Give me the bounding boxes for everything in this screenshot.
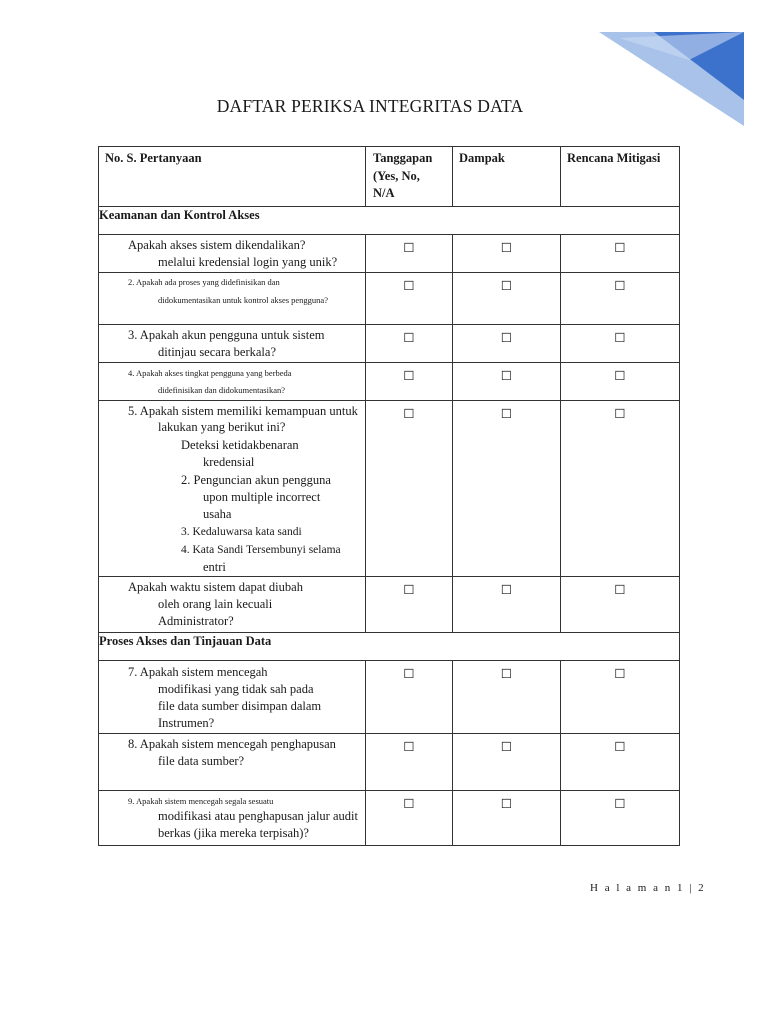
- table-row: [99, 661, 680, 734]
- question-cell: [99, 363, 366, 401]
- table-row: [99, 401, 680, 577]
- header-tanggapan-line3: N/A: [373, 186, 395, 200]
- mitigasi-checkbox[interactable]: ☐: [561, 273, 680, 325]
- question-line: 9. Apakah sistem mencegah segala sesuatu: [128, 796, 274, 806]
- tanggapan-checkbox[interactable]: ☐: [366, 363, 453, 401]
- mitigasi-checkbox[interactable]: ☐: [561, 235, 680, 273]
- question-cell: [99, 401, 366, 577]
- dampak-checkbox[interactable]: ☐: [453, 401, 561, 577]
- question-line: entri: [203, 560, 226, 574]
- dampak-checkbox[interactable]: ☐: [453, 661, 561, 734]
- question-line: Instrumen?: [158, 716, 215, 730]
- question-line: upon multiple incorrect: [203, 490, 321, 504]
- question-line: file data sumber disimpan dalam: [158, 699, 322, 713]
- header-tanggapan-line1: Tanggapan: [373, 151, 433, 165]
- dampak-checkbox[interactable]: ☐: [453, 577, 561, 633]
- dampak-checkbox[interactable]: ☐: [453, 235, 561, 273]
- tanggapan-checkbox[interactable]: ☐: [366, 734, 453, 791]
- dampak-checkbox[interactable]: ☐: [453, 791, 561, 846]
- dampak-checkbox[interactable]: ☐: [453, 273, 561, 325]
- table-row: [99, 273, 680, 325]
- question-line: 7. Apakah sistem mencegah: [128, 665, 268, 679]
- tanggapan-checkbox[interactable]: ☐: [366, 661, 453, 734]
- mitigasi-checkbox[interactable]: ☐: [561, 661, 680, 734]
- dampak-checkbox[interactable]: ☐: [453, 734, 561, 791]
- question-cell: [99, 273, 366, 325]
- question-line: ditinjau secara berkala?: [158, 345, 276, 359]
- header-rencana-mitigasi: Rencana Mitigasi: [561, 147, 680, 207]
- question-line: modifikasi atau penghapusan jalur audit: [158, 809, 358, 823]
- section-row: [99, 633, 680, 661]
- question-line: 4. Apakah akses tingkat pengguna yang berbeda: [128, 368, 292, 378]
- question-line: Deteksi ketidakbenaran: [181, 438, 299, 452]
- section-title: Keamanan dan Kontrol Akses: [99, 207, 680, 235]
- mitigasi-checkbox[interactable]: ☐: [561, 791, 680, 846]
- question-line: modifikasi yang tidak sah pada: [158, 682, 314, 696]
- tanggapan-checkbox[interactable]: ☐: [366, 273, 453, 325]
- section-title: Proses Akses dan Tinjauan Data: [99, 633, 680, 661]
- question-line: file data sumber?: [158, 754, 245, 768]
- question-line: 3. Apakah akun pengguna untuk sistem: [128, 328, 325, 342]
- question-line: 5. Apakah sistem memiliki kemampuan untuk: [128, 404, 358, 418]
- header-dampak: Dampak: [453, 147, 561, 207]
- tanggapan-checkbox[interactable]: ☐: [366, 401, 453, 577]
- table-row: [99, 235, 680, 273]
- question-cell: [99, 791, 366, 846]
- question-line: kredensial: [203, 455, 255, 469]
- question-line: Apakah akses sistem dikendalikan?: [128, 238, 306, 252]
- checklist-table: [98, 146, 680, 846]
- question-cell: [99, 661, 366, 734]
- question-line: didefinisikan dan didokumentasikan?: [158, 385, 285, 395]
- question-cell: [99, 235, 366, 273]
- section-row: [99, 207, 680, 235]
- question-line: 2. Apakah ada proses yang didefinisikan dan: [128, 277, 280, 287]
- table-row: [99, 325, 680, 363]
- tanggapan-checkbox[interactable]: ☐: [366, 577, 453, 633]
- table-row: [99, 577, 680, 633]
- tanggapan-checkbox[interactable]: ☐: [366, 235, 453, 273]
- tanggapan-checkbox[interactable]: ☐: [366, 325, 453, 363]
- table-row: [99, 363, 680, 401]
- question-line: 8. Apakah sistem mencegah penghapusan: [128, 737, 336, 751]
- tanggapan-checkbox[interactable]: ☐: [366, 791, 453, 846]
- mitigasi-checkbox[interactable]: ☐: [561, 401, 680, 577]
- mitigasi-checkbox[interactable]: ☐: [561, 577, 680, 633]
- question-cell: [99, 734, 366, 791]
- dampak-checkbox[interactable]: ☐: [453, 363, 561, 401]
- question-cell: [99, 577, 366, 633]
- table-row: [99, 791, 680, 846]
- question-line: usaha: [203, 507, 232, 521]
- mitigasi-checkbox[interactable]: ☐: [561, 734, 680, 791]
- question-cell: [99, 325, 366, 363]
- mitigasi-checkbox[interactable]: ☐: [561, 363, 680, 401]
- question-line: didokumentasikan untuk kontrol akses pengguna?: [158, 295, 328, 305]
- page-number: H a l a m a n 1 | 2: [590, 882, 706, 894]
- header-tanggapan-line2: (Yes, No,: [373, 168, 420, 183]
- question-line: berkas (jika mereka terpisah)?: [158, 826, 309, 840]
- question-line: 4. Kata Sandi Tersembunyi selama: [181, 544, 341, 556]
- question-line: lakukan yang berikut ini?: [158, 420, 286, 434]
- question-line: oleh orang lain kecuali: [158, 597, 273, 611]
- table-row: [99, 734, 680, 791]
- header-row: [99, 147, 680, 207]
- question-line: melalui kredensial login yang unik?: [158, 255, 338, 269]
- question-line: Administrator?: [158, 614, 234, 628]
- question-line: Apakah waktu sistem dapat diubah: [128, 580, 303, 594]
- mitigasi-checkbox[interactable]: ☐: [561, 325, 680, 363]
- question-line: 2. Penguncian akun pengguna: [181, 473, 331, 487]
- header-no-pertanyaan: No. S. Pertanyaan: [99, 147, 366, 207]
- dampak-checkbox[interactable]: ☐: [453, 325, 561, 363]
- question-line: 3. Kedaluwarsa kata sandi: [181, 526, 302, 538]
- header-tanggapan: [366, 147, 453, 207]
- document-title: DAFTAR PERIKSA INTEGRITAS DATA: [216, 96, 524, 116]
